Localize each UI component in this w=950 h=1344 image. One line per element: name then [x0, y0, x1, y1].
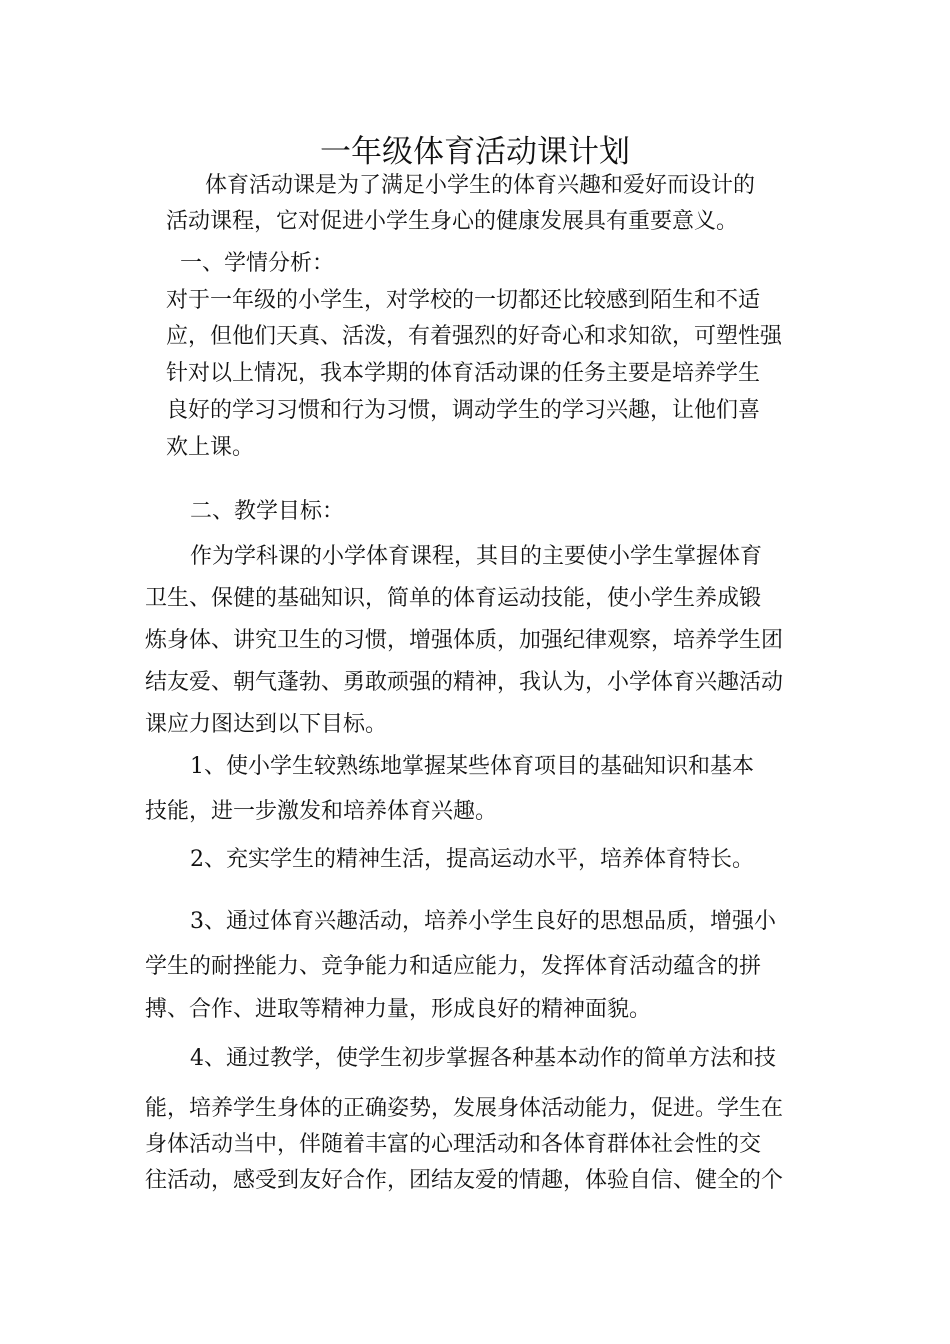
- goal-item: 身体活动当中，伴随着丰富的心理活动和各体育群体社会性的交: [145, 1132, 762, 1157]
- section-heading: 一、学情分析：: [180, 251, 335, 276]
- goal-item: 技能，进一步激发和培养体育兴趣。: [145, 799, 498, 824]
- goal-item: 能，培养学生身体的正确姿势，发展身体活动能力，促进。学生在: [145, 1096, 784, 1121]
- paragraph-line: 作为学科课的小学体育课程，其目的主要使小学生掌握体育: [190, 544, 763, 569]
- paragraph-line: 对于一年级的小学生，对学校的一切都还比较感到陌生和不适: [166, 288, 761, 313]
- goal-item: 3、通过体育兴趣活动，培养小学生良好的思想品质，增强小: [190, 909, 776, 934]
- paragraph-line: 课应力图达到以下目标。: [145, 712, 388, 737]
- intro-line: 体育活动课是为了满足小学生的体育兴趣和爱好而设计的: [205, 173, 756, 198]
- page-title: 一年级体育活动课计划: [320, 134, 630, 170]
- paragraph-line: 炼身体、讲究卫生的习惯，增强体质，加强纪律观察，培养学生团: [145, 628, 784, 653]
- paragraph-line: 良好的学习习惯和行为习惯，调动学生的学习兴趣，让他们喜: [166, 398, 761, 423]
- goal-item: 4、通过教学，使学生初步掌握各种基本动作的简单方法和技: [190, 1046, 776, 1071]
- paragraph-line: 结友爱、朝气蓬勃、勇敢顽强的精神，我认为，小学体育兴趣活动: [145, 670, 784, 695]
- goal-item: 1、使小学生较熟练地掌握某些体育项目的基础知识和基本: [190, 754, 754, 779]
- paragraph-line: 针对以上情况，我本学期的体育活动课的任务主要是培养学生: [166, 361, 761, 386]
- section-heading: 二、教学目标：: [190, 499, 345, 524]
- paragraph-line: 卫生、保健的基础知识，简单的体育运动技能，使小学生养成锻: [145, 586, 762, 611]
- paragraph-line: 欢上课。: [166, 435, 255, 460]
- goal-item: 往活动，感受到友好合作，团结友爱的情趣，体验自信、健全的个: [145, 1168, 784, 1193]
- goal-item: 学生的耐挫能力、竞争能力和适应能力，发挥体育活动蕴含的拼: [145, 954, 762, 979]
- goal-item: 搏、合作、进取等精神力量，形成良好的精神面貌。: [145, 997, 652, 1022]
- goal-item: 2、充实学生的精神生活，提高运动水平，培养体育特长。: [190, 847, 754, 872]
- paragraph-line: 应，但他们天真、活泼，有着强烈的好奇心和求知欲，可塑性强: [166, 324, 783, 349]
- intro-line: 活动课程，它对促进小学生身心的健康发展具有重要意义。: [166, 209, 739, 234]
